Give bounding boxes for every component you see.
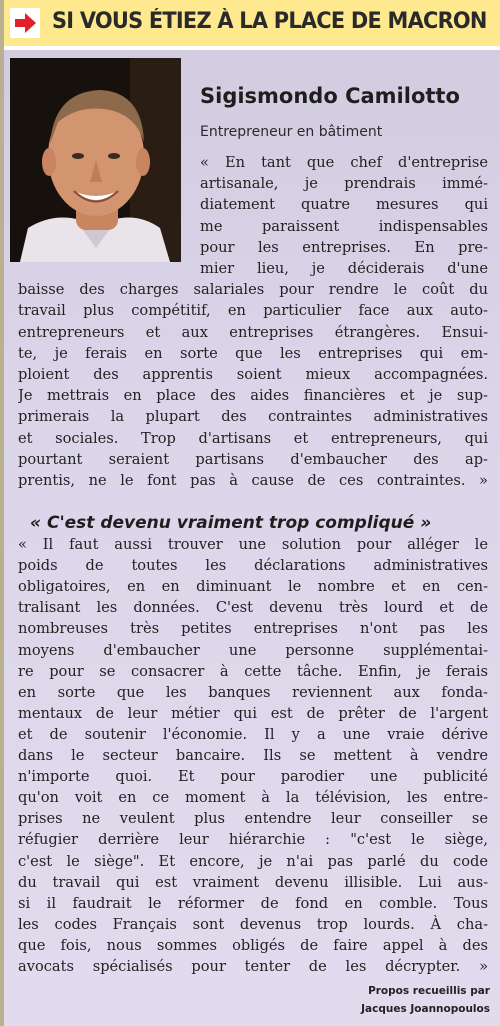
text-line: pour les entreprises. En pre- (200, 238, 488, 256)
text-line: « Il faut aussi trouver une solution pour alléger le (18, 536, 488, 553)
text-line: diatement quatre mesures qui (200, 196, 488, 214)
text-line: primerais la plupart des contraintes administratives (18, 408, 488, 426)
text-line: prises ne veulent plus entendre leur conseiller se (18, 810, 488, 828)
section-kicker: SI VOUS ÉTIEZ À LA PLACE DE MACRON (52, 9, 487, 34)
text-line: n'importe quoi. Et pour parodier une publicité (18, 768, 488, 786)
text-line: et sociales. Trop d'artisans et entrepreneurs, qui (18, 429, 488, 447)
text-line: c'est le siège". Et encore, je n'ai pas parlé du code (18, 852, 488, 870)
text-line: mentaux de leur métier qui est de prêter de l'argent (18, 704, 488, 722)
text-line: les codes Français sont devenus trop lourds. À cha- (18, 915, 488, 933)
portrait-photo-icon (10, 58, 181, 262)
article-subhead: « C'est devenu vraiment trop compliqué » (30, 513, 432, 533)
text-line: en sorte que les banques reviennent aux fonda- (18, 683, 488, 701)
text-line: te, je ferais en sorte que les entreprises qui em- (18, 344, 488, 362)
text-line: que fois, nous sommes obligés de faire appel à des (18, 936, 488, 954)
credit-line-1: Propos recueillis par (368, 985, 490, 997)
text-line: prentis, ne le font pas à cause de ces contraintes. » (18, 472, 488, 489)
text-line: moyens d'embaucher une personne supplémentai- (18, 641, 488, 659)
header-band (4, 0, 500, 50)
interviewee-name: Sigismondo Camilotto (200, 84, 460, 108)
text-line: re pour se consacrer à cette tâche. Enfin, je ferais (18, 662, 488, 680)
arrow-badge (10, 8, 40, 38)
text-line: réfugier derrière leur hiérarchie : "c'est le siège, (18, 831, 488, 849)
text-line: poids de toutes les déclarations administratives (18, 557, 488, 575)
text-line: ploient des apprentis soient mieux accompagnées. (18, 366, 488, 383)
text-line: entrepreneurs et aux entreprises étrangères. Ensui- (18, 323, 488, 341)
text-line: travail plus compétitif, en particulier face aux auto- (18, 302, 488, 320)
red-arrow-icon (13, 11, 37, 35)
text-line: artisanale, je prendrais immé- (200, 175, 488, 193)
text-line: dans le secteur bancaire. Ils se mettent à vendre (18, 747, 488, 764)
text-line: tralisant les données. C'est devenu très lourd et de (18, 599, 488, 617)
interviewee-role: Entrepreneur en bâtiment (200, 124, 383, 140)
text-line: me paraissent indispensables (200, 217, 488, 235)
text-line: avocats spécialisés pour tenter de les décrypter. » (18, 958, 488, 975)
text-line: mier lieu, je déciderais d'une (200, 260, 488, 277)
text-line: Je mettrais en place des aides financières et je sup- (18, 387, 488, 405)
text-line: et de soutenir l'économie. Il y a une vraie dérive (18, 725, 488, 743)
text-line: si il faudrait le réformer de fond en comble. Tous (18, 894, 488, 912)
portrait-photo (10, 58, 181, 262)
text-line: obligatoires, en en diminuant le nombre et en cen- (18, 578, 488, 596)
text-line: pourtant seraient partisans d'embaucher des ap- (18, 450, 488, 468)
text-line: du travail qui est vraiment devenu illisible. Lui aus- (18, 873, 488, 891)
credit-line-2: Jacques Joannopoulos (361, 1003, 490, 1015)
text-line: nombreuses très petites entreprises n'ont pas les (18, 620, 488, 638)
text-line: qu'on voit en ce moment à la télévision, les entre- (18, 789, 488, 807)
page-edge (0, 0, 4, 1026)
text-line: baisse des charges salariales pour rendre le coût du (18, 281, 488, 299)
text-line: « En tant que chef d'entreprise (200, 154, 488, 171)
